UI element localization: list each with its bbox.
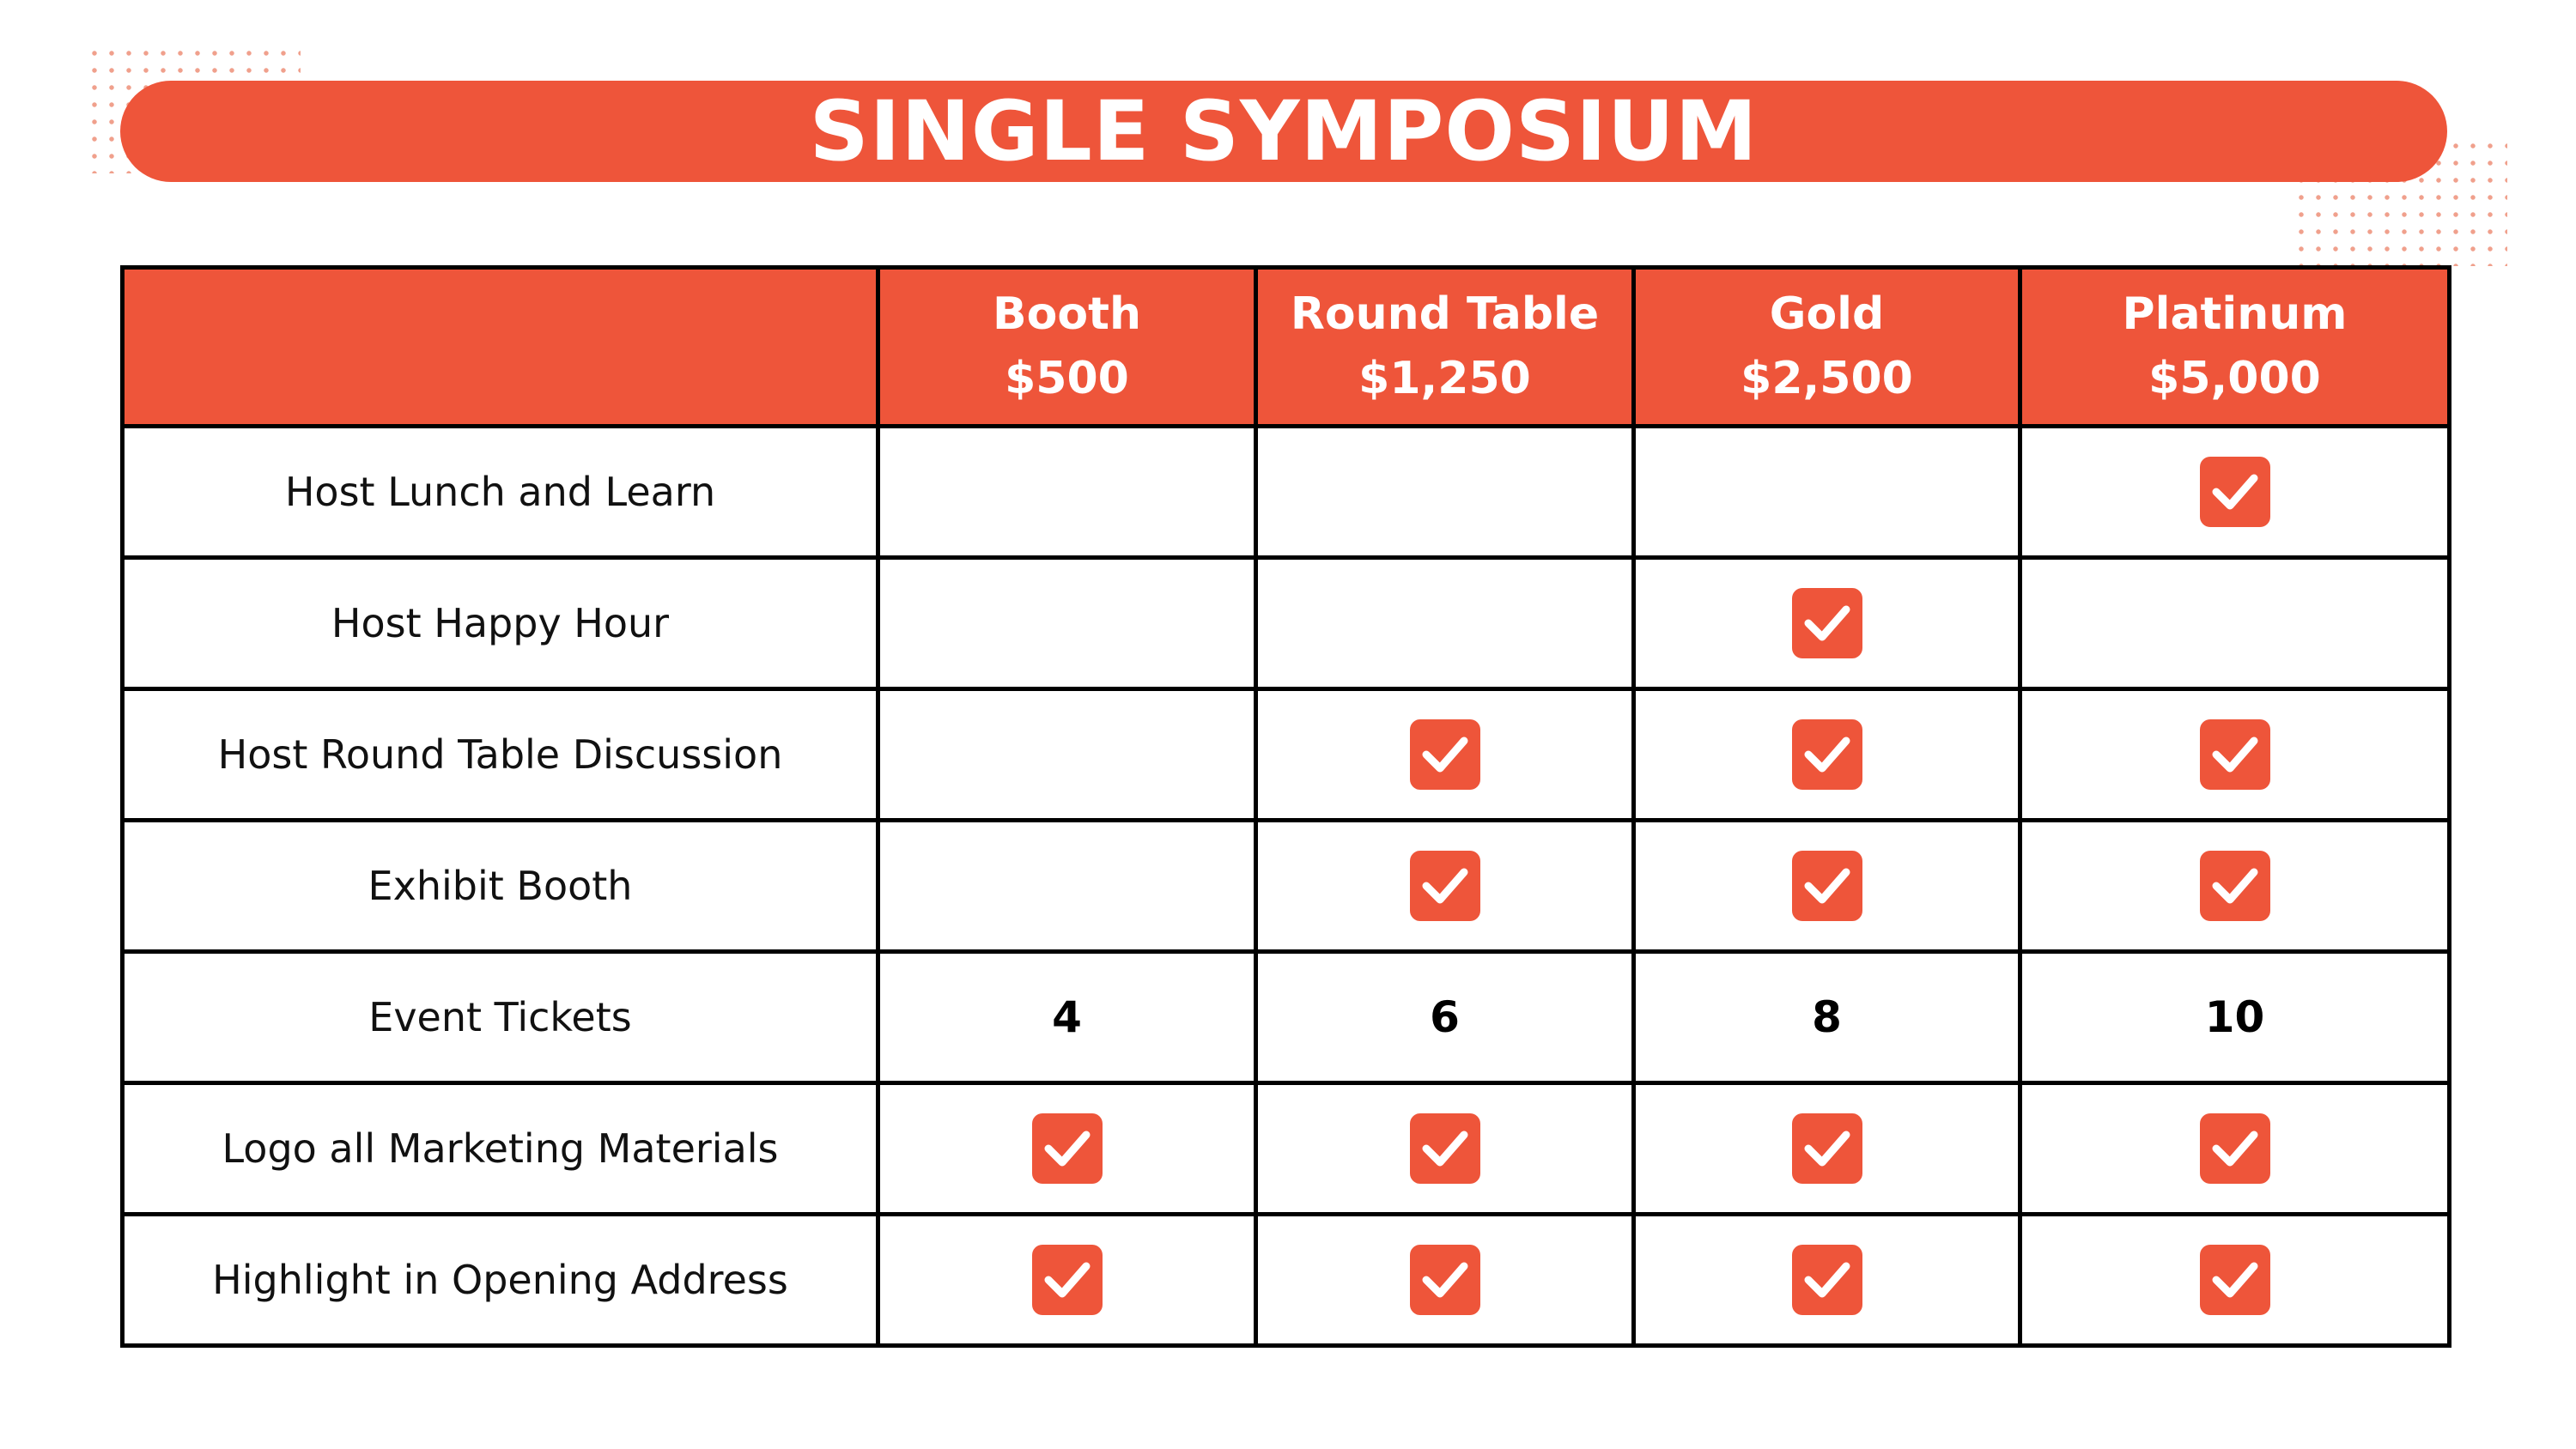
check-icon (1410, 719, 1480, 790)
cell-platinum (2020, 427, 2450, 558)
tier-price: $2,500 (1741, 353, 1913, 404)
check-icon (1792, 719, 1862, 790)
table-row (123, 558, 2450, 689)
cell-round-table (1256, 1083, 1634, 1215)
check-icon (1032, 1113, 1103, 1184)
cell-booth (878, 689, 1256, 821)
table-row (123, 689, 2450, 821)
cell-round-table (1256, 427, 1634, 558)
table-header-row (123, 268, 2450, 427)
table-row (123, 821, 2450, 952)
cell-platinum (2020, 821, 2450, 952)
title-banner (120, 81, 2447, 182)
feature-label: Host Happy Hour (123, 558, 878, 689)
check-icon (1410, 1113, 1480, 1184)
check-icon (1032, 1245, 1103, 1315)
cell-round-table (1256, 821, 1634, 952)
tier-name: Booth (993, 288, 1141, 340)
feature-label: Host Round Table Discussion (123, 689, 878, 821)
cell-booth (878, 558, 1256, 689)
cell-round-table (1256, 558, 1634, 689)
table-row (123, 1083, 2450, 1215)
ticket-count: 4 (1052, 992, 1082, 1042)
cell-platinum (2020, 1083, 2450, 1215)
tier-name: Gold (1769, 288, 1885, 340)
header-tier-gold (1634, 268, 2020, 427)
check-icon (1792, 588, 1862, 658)
check-icon (2200, 1113, 2270, 1184)
check-icon (1410, 851, 1480, 921)
check-icon (2200, 457, 2270, 527)
cell-platinum (2020, 689, 2450, 821)
feature-label: Highlight in Opening Address (123, 1215, 878, 1346)
cell-booth (878, 1215, 1256, 1346)
feature-label: Host Lunch and Learn (123, 427, 878, 558)
feature-label: Logo all Marketing Materials (123, 1083, 878, 1215)
page-title: SINGLE SYMPOSIUM (809, 83, 1759, 179)
cell-round-table (1256, 1215, 1634, 1346)
check-icon (1410, 1245, 1480, 1315)
cell-platinum (2020, 952, 2450, 1083)
cell-booth (878, 952, 1256, 1083)
header-tier-round-table (1256, 268, 1634, 427)
check-icon (1792, 1113, 1862, 1184)
cell-gold (1634, 427, 2020, 558)
cell-booth (878, 821, 1256, 952)
table-body (123, 427, 2450, 1346)
cell-platinum (2020, 558, 2450, 689)
check-icon (2200, 851, 2270, 921)
header-empty-cell (123, 268, 878, 427)
check-icon (2200, 719, 2270, 790)
tier-price: $500 (1005, 353, 1129, 404)
ticket-count: 8 (1812, 992, 1842, 1042)
check-icon (2200, 1245, 2270, 1315)
feature-label: Event Tickets (123, 952, 878, 1083)
cell-platinum (2020, 1215, 2450, 1346)
cell-gold (1634, 952, 2020, 1083)
tier-price: $5,000 (2148, 353, 2321, 404)
feature-label: Exhibit Booth (123, 821, 878, 952)
header-tier-platinum (2020, 268, 2450, 427)
ticket-count: 6 (1430, 992, 1460, 1042)
cell-gold (1634, 1083, 2020, 1215)
cell-booth (878, 427, 1256, 558)
header-tier-booth (878, 268, 1256, 427)
table-row (123, 427, 2450, 558)
ticket-count: 10 (2204, 992, 2265, 1042)
cell-round-table (1256, 952, 1634, 1083)
cell-booth (878, 1083, 1256, 1215)
cell-gold (1634, 1215, 2020, 1346)
check-icon (1792, 851, 1862, 921)
cell-gold (1634, 558, 2020, 689)
cell-round-table (1256, 689, 1634, 821)
tier-name: Platinum (2122, 288, 2348, 340)
cell-gold (1634, 689, 2020, 821)
cell-gold (1634, 821, 2020, 952)
sponsorship-tier-table (120, 265, 2451, 1348)
table-row (123, 1215, 2450, 1346)
tier-name: Round Table (1290, 288, 1600, 340)
table-row (123, 952, 2450, 1083)
tier-price: $1,250 (1358, 353, 1531, 404)
check-icon (1792, 1245, 1862, 1315)
